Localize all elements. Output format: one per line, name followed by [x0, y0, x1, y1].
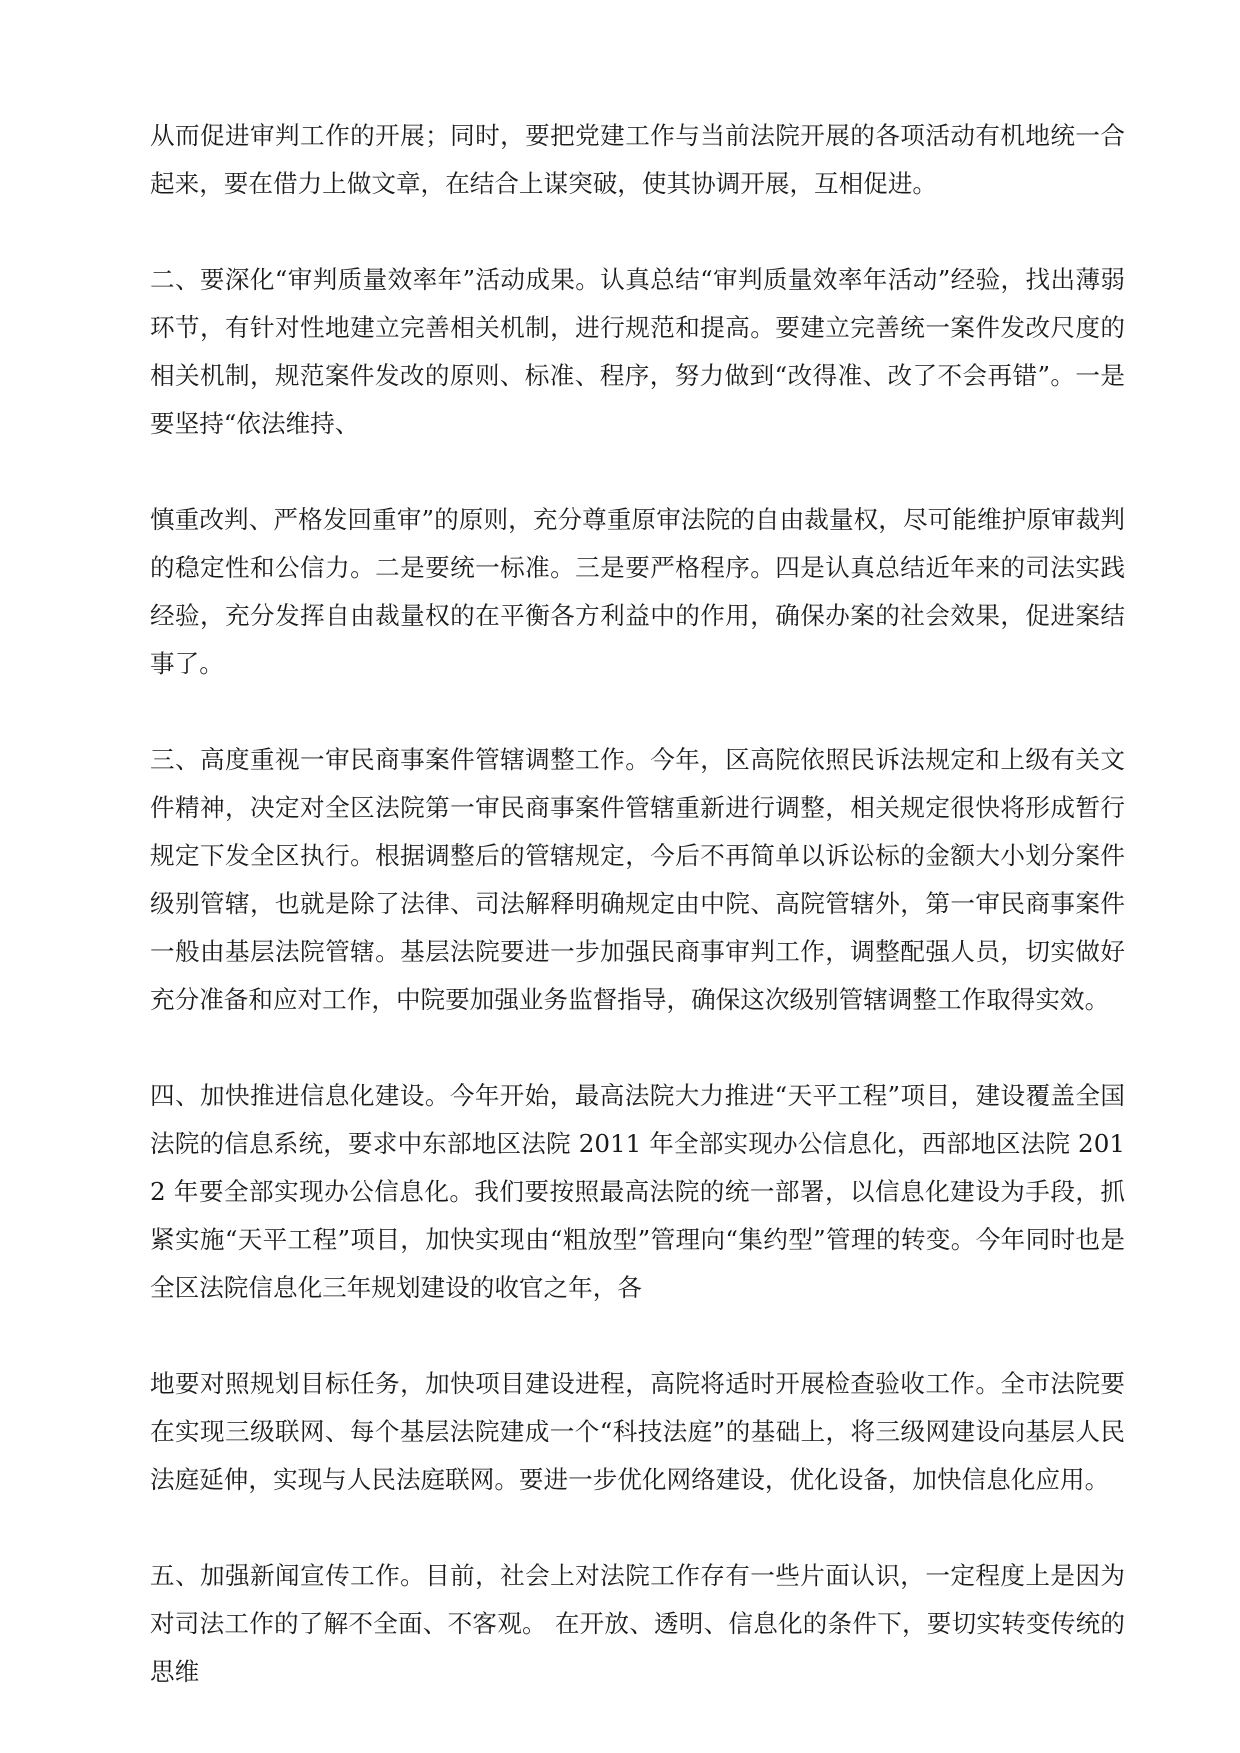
- paragraph-section-4-continued: 地要对照规划目标任务，加快项目建设进程，高院将适时开展检查验收工作。全市法院要在实现三级联网、每个基层法院建成一个“科技法庭”的基础上，将三级网建设向基层人民法庭延伸，实现与人民法庭联网。要进一步优化网络建设，优化设备，加快信息化应用。: [150, 1369, 1125, 1494]
- paragraph-party-building: 从而促进审判工作的开展；同时，要把党建工作与当前法院开展的各项活动有机地统一合起来，要在借力上做文章，在结合上谋突破，使其协调开展，互相促进。: [150, 121, 1125, 198]
- paragraph-section-2: 二、要深化“审判质量效率年”活动成果。认真总结“审判质量效率年活动”经验，找出薄弱环节，有针对性地建立完善相关机制，进行规范和提高。要建立完善统一案件发改尺度的相关机制，规范案件发改的原则、标准、程序，努力做到“改得准、改了不会再错”。一是要坚持“依法维持、: [150, 265, 1125, 438]
- paragraph-section-5: 五、加强新闻宣传工作。目前，社会上对法院工作存有一些片面认识，一定程度上是因为对司法工作的了解不全面、不客观。 在开放、透明、信息化的条件下，要切实转变传统的思维: [150, 1561, 1125, 1686]
- paragraph-section-3: 三、高度重视一审民商事案件管辖调整工作。今年，区高院依照民诉法规定和上级有关文件精神，决定对全区法院第一审民商事案件管辖重新进行调整，相关规定很快将形成暂行规定下发全区执行。根据调整后的管辖规定，今后不再简单以诉讼标的金额大小划分案件级别管辖，也就是除了法律、司法解释明确规定由中院、高院管辖外，第一审民商事案件一般由基层法院管辖。基层法院要进一步加强民商事审判工作，调整配强人员，切实做好充分准备和应对工作，中院要加强业务监督指导，确保这次级别管辖调整工作取得实效。: [150, 745, 1125, 1014]
- document-body: [150, 112, 1125, 1696]
- paragraph-section-4: 四、加快推进信息化建设。今年开始，最高法院大力推进“天平工程”项目，建设覆盖全国法院的信息系统，要求中东部地区法院 2011 年全部实现办公信息化，西部地区法院 2012 年要全部实现办公信息化。我们要按照最高法院的统一部署，以信息化建设为手段，抓紧实施“天平工程”项目，加快实现由“粗放型”管理向“集约型”管理的转变。今年同时也是全区法院信息化三年规划建设的收官之年，各: [150, 1081, 1125, 1302]
- paragraph-section-2-continued: 慎重改判、严格发回重审”的原则，充分尊重原审法院的自由裁量权，尽可能维护原审裁判的稳定性和公信力。二是要统一标准。三是要严格程序。四是认真总结近年来的司法实践经验，充分发挥自由裁量权的在平衡各方利益中的作用，确保办案的社会效果，促进案结事了。: [150, 505, 1125, 678]
